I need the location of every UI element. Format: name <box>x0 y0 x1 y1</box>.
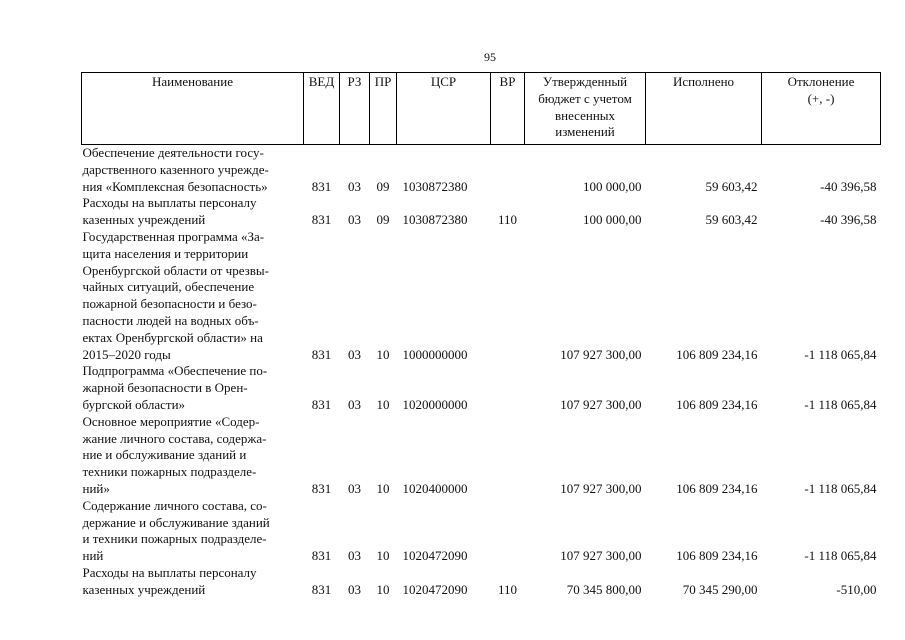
cell-deviation: -1 118 065,84 <box>804 548 877 564</box>
cell-vr: 110 <box>497 581 518 597</box>
cell-deviation: -510,00 <box>836 581 877 597</box>
cell-name-line: Основное мероприятие «Содер- <box>82 413 260 429</box>
cell-csr: 1030872380 <box>402 178 468 194</box>
cell-executed: 59 603,42 <box>705 178 758 194</box>
table-row <box>82 414 881 498</box>
table-row <box>82 145 881 196</box>
cell-csr: 1030872380 <box>402 212 468 228</box>
header-pr: ПР <box>370 73 397 145</box>
cell-name <box>82 363 304 413</box>
cell-name <box>82 498 304 565</box>
header-budget-line: Утвержденный <box>542 74 628 89</box>
cell-budget: 107 927 300,00 <box>560 346 642 362</box>
cell-name-line: Расходы на выплаты персоналу <box>82 195 257 211</box>
table-header <box>82 73 881 145</box>
cell-name-line: пасности людей на водных объ- <box>82 312 259 328</box>
cell-name <box>82 229 304 363</box>
cell-vr <box>491 229 525 363</box>
cell-name-line: ектах Оренбургской области» на <box>82 329 263 345</box>
header-budget-line: внесенных <box>554 107 616 123</box>
cell-vr: 110 <box>497 212 518 228</box>
cell-name-line: пожарной безопасности и безо- <box>82 296 257 312</box>
cell-executed: 106 809 234,16 <box>676 480 758 496</box>
header-deviation-line: Отклонение <box>787 74 855 89</box>
cell-rz: 03 <box>348 480 361 496</box>
header-vr: ВР <box>491 73 525 145</box>
header-ved: ВЕД <box>304 73 340 145</box>
cell-name-line: Содержание личного состава, со- <box>82 497 267 513</box>
cell-vr <box>491 145 525 196</box>
cell-budget: 100 000,00 <box>583 178 642 194</box>
cell-rz: 03 <box>348 548 361 564</box>
cell-pr: 09 <box>376 212 390 228</box>
cell-name-line: 2015–2020 годы <box>82 346 171 362</box>
header-budget <box>525 73 646 145</box>
cell-pr: 10 <box>376 548 390 564</box>
cell-name <box>82 414 304 498</box>
cell-deviation: -1 118 065,84 <box>804 346 877 362</box>
cell-deviation: -40 396,58 <box>820 212 877 228</box>
cell-ved: 831 <box>311 178 332 194</box>
cell-deviation: -1 118 065,84 <box>804 396 877 412</box>
cell-name-line: Обеспечение деятельности госу- <box>82 145 264 160</box>
cell-csr: 1020472090 <box>402 548 468 564</box>
cell-name-line: бургской области» <box>82 396 186 412</box>
header-rz: РЗ <box>340 73 370 145</box>
table-row <box>82 498 881 565</box>
cell-deviation: -1 118 065,84 <box>804 480 877 496</box>
table-row <box>82 565 881 599</box>
cell-name-line: держание и обслуживание зданий <box>82 514 270 530</box>
cell-ved: 831 <box>311 581 332 597</box>
cell-rz: 03 <box>348 346 361 362</box>
cell-name <box>82 565 304 599</box>
cell-budget: 100 000,00 <box>583 212 642 228</box>
cell-budget: 107 927 300,00 <box>560 548 642 564</box>
cell-name-line: дарственного казенного учрежде- <box>82 161 269 177</box>
cell-csr: 1020400000 <box>402 480 468 496</box>
cell-ved: 831 <box>311 480 332 496</box>
cell-ved: 831 <box>311 396 332 412</box>
cell-rz: 03 <box>348 396 361 412</box>
header-csr: ЦСР <box>397 73 491 145</box>
budget-table <box>81 72 881 599</box>
cell-ved: 831 <box>311 548 332 564</box>
cell-pr: 09 <box>376 178 390 194</box>
cell-name-line: чайных ситуаций, обеспечение <box>82 279 255 295</box>
cell-name-line: щита населения и территории <box>82 245 249 261</box>
cell-pr: 10 <box>376 346 390 362</box>
cell-name-line: Оренбургской области от чрезвы- <box>82 262 269 278</box>
table-body <box>82 145 881 599</box>
cell-name <box>82 145 304 196</box>
cell-executed: 59 603,42 <box>705 212 758 228</box>
table-row <box>82 363 881 413</box>
cell-executed: 106 809 234,16 <box>676 396 758 412</box>
cell-ved: 831 <box>311 212 332 228</box>
header-name: Наименование <box>82 73 304 145</box>
cell-name-line: ний <box>82 548 104 564</box>
cell-name-line: казенных учреждений <box>82 581 206 597</box>
table-row <box>82 195 881 229</box>
header-budget-line: изменений <box>555 124 615 140</box>
cell-name-line: ние и обслуживание зданий и <box>82 447 247 463</box>
cell-vr <box>491 363 525 413</box>
header-budget-line: бюджет с учетом <box>538 90 632 106</box>
cell-csr: 1000000000 <box>402 346 468 362</box>
cell-budget: 70 345 800,00 <box>566 581 642 597</box>
cell-pr: 10 <box>376 480 390 496</box>
cell-executed: 70 345 290,00 <box>682 581 758 597</box>
cell-name-line: жарной безопасности в Орен- <box>82 380 248 396</box>
cell-ved: 831 <box>311 346 332 362</box>
page-number: 95 <box>484 50 496 64</box>
cell-rz: 03 <box>348 581 361 597</box>
cell-rz: 03 <box>348 178 361 194</box>
cell-csr: 1020472090 <box>402 581 468 597</box>
cell-name-line: Подпрограмма «Обеспечение по- <box>82 363 268 379</box>
cell-name-line: жание личного состава, содержа- <box>82 430 267 446</box>
cell-vr <box>491 498 525 565</box>
cell-pr: 10 <box>376 396 390 412</box>
cell-budget: 107 927 300,00 <box>560 396 642 412</box>
cell-pr: 10 <box>376 581 390 597</box>
cell-name-line: казенных учреждений <box>82 212 206 228</box>
cell-name-line: Расходы на выплаты персоналу <box>82 564 257 580</box>
table-row <box>82 229 881 363</box>
header-deviation <box>762 73 881 145</box>
cell-name-line: техники пожарных подразделе- <box>82 464 257 480</box>
cell-executed: 106 809 234,16 <box>676 346 758 362</box>
cell-csr: 1020000000 <box>402 396 468 412</box>
header-executed: Исполнено <box>646 73 762 145</box>
cell-vr <box>491 414 525 498</box>
header-deviation-line: (+, -) <box>807 90 835 106</box>
cell-name-line: ний» <box>82 480 110 496</box>
cell-name-line: и техники пожарных подразделе- <box>82 531 267 547</box>
cell-name <box>82 195 304 229</box>
cell-name-line: Государственная программа «За- <box>82 228 265 244</box>
cell-rz: 03 <box>348 212 361 228</box>
cell-deviation: -40 396,58 <box>820 178 877 194</box>
cell-name-line: ния «Комплексная безопасность» <box>82 178 268 194</box>
cell-executed: 106 809 234,16 <box>676 548 758 564</box>
cell-budget: 107 927 300,00 <box>560 480 642 496</box>
